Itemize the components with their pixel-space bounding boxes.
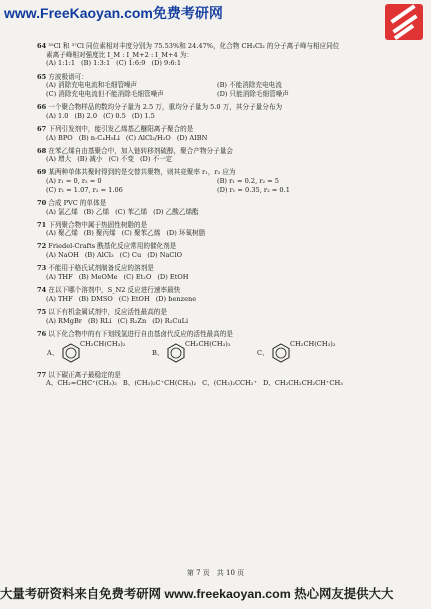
question-text	[37, 125, 412, 134]
option: (C) 消除充电电流但不能消除毛细管噪声	[46, 89, 164, 98]
question-text	[37, 147, 412, 156]
question-77	[37, 371, 412, 388]
option: (D) EtOH	[157, 272, 189, 281]
question-number: 74	[37, 286, 47, 295]
benzene-ring-icon	[60, 342, 82, 364]
option: (D) AIBN	[176, 133, 208, 142]
question-text	[37, 168, 412, 177]
option: (C) R₂Zn	[117, 316, 147, 325]
option: (D) 9:6:1	[151, 59, 182, 68]
question-75	[37, 308, 412, 325]
option: (A) 增大	[46, 155, 72, 164]
option: D、CH₂CH₂CH₂CH⁺CH₃	[262, 379, 343, 388]
option: (D) 乙酸乙烯酯	[153, 207, 199, 216]
question-number: 75	[37, 307, 47, 316]
question-64	[37, 42, 412, 68]
option: (D) benzene	[155, 294, 197, 303]
option: (D) 环氧树脂	[166, 229, 206, 238]
site-title: www.FreeKaoyan.com免费考研网	[4, 5, 223, 21]
option: (A) BPO	[46, 133, 73, 142]
question-number: 70	[37, 198, 47, 207]
question-number: 76	[37, 329, 47, 338]
question-text	[37, 73, 412, 82]
question-text	[37, 286, 412, 295]
substituent: CH₂CH(CH₃)₂	[185, 340, 231, 349]
option: (D) 不一定	[139, 155, 173, 164]
question-text	[37, 330, 412, 339]
question-line: 素离子峰相对强度比 I_M : I_M+2 : I_M+4 为：	[46, 50, 193, 59]
option: (D) NaClO	[147, 251, 182, 260]
question-line: 某两种单体共聚时得到的是交替共聚物，则其竞聚率 r₁，r₂ 应为	[48, 168, 236, 177]
option-label: C、	[257, 349, 269, 358]
option: (A) 消除充电电流和毛细管噪声	[46, 81, 138, 90]
question-line: 以下化合物中的有下划线氢进行自由基卤代反应的活性最高的是	[48, 329, 233, 338]
option: (A) 聚乙烯	[46, 229, 78, 238]
option: (C) 不变	[108, 155, 134, 164]
option: (A) r₁ = 0, r₂ = 0	[46, 177, 102, 186]
option: (A) 1.0	[46, 111, 69, 120]
question-number: 64	[37, 42, 47, 50]
page-number: 第 7 页 共 10 页	[186, 569, 245, 577]
question-74	[37, 286, 412, 303]
benzene-ring-icon	[165, 342, 187, 364]
question-73	[37, 264, 412, 281]
option: (A) 氯乙烯	[46, 207, 78, 216]
question-number: 68	[37, 146, 47, 155]
option: (B) AlCl₃	[84, 251, 114, 260]
bottom-banner: 大量考研资料来自免费考研网 www.freekaoyan.com 热心网友提供大大	[0, 587, 394, 601]
option-label: B、	[152, 349, 164, 358]
question-line: ³⁵Cl 和 ³⁷Cl 同位素相对丰度分别为 75.53%和 24.47%，化合物 CH₂Cl₂ 的分子离子峰与相应同位	[48, 42, 340, 50]
option: B、(CH₃)₂C⁺CH(CH₃)₂	[122, 379, 197, 388]
question-69	[37, 168, 412, 194]
question-71	[37, 221, 412, 238]
question-76	[37, 330, 412, 367]
option: (B) 减小	[77, 155, 103, 164]
substituent: CH₂CH(CH₃)₂	[290, 340, 336, 349]
question-number: 65	[37, 72, 47, 81]
question-number: 72	[37, 242, 47, 251]
question-line: Friedel-Crafts 酰基化反应常用的催化剂是	[48, 242, 177, 251]
question-67	[37, 125, 412, 142]
question-number: 73	[37, 264, 47, 273]
option: (B) 乙烯	[83, 207, 110, 216]
option: (C) 1:6:9	[116, 59, 146, 68]
question-line: 一个聚合物样品的数均分子量为 2.5 万，重均分子量为 5.0 万，其分子量分布为	[48, 103, 283, 111]
question-line: 不能用于格氏试剂制备反应的溶剂是	[48, 264, 154, 273]
option: (B) MeOMe	[78, 272, 118, 281]
question-72	[37, 242, 412, 259]
option: (A) NaOH	[46, 251, 79, 260]
question-number: 69	[37, 168, 47, 177]
option: (D) R₂CuLi	[152, 316, 189, 325]
option: (B) r₁ = 0.2, r₂ = 5	[217, 177, 279, 186]
question-line: 下列引发剂中，能引发乙烯基乙醚阳离子聚合的是	[48, 124, 194, 133]
question-text	[37, 308, 412, 317]
question-line: 方波极谱可：	[48, 72, 88, 81]
exam-page	[37, 42, 412, 393]
option: (B) n-C₄H₉Li	[78, 133, 120, 142]
option: A、CH₂=CHC⁺(CH₃)₂	[46, 379, 117, 388]
substituent: CH₂CH(CH₃)₂	[80, 340, 126, 349]
option: (B) 2.0	[74, 111, 98, 120]
question-text	[37, 42, 412, 51]
option: (D) 只能消除毛细管噪声	[217, 89, 289, 98]
question-65	[37, 73, 412, 99]
option: (C) EtOH	[118, 294, 150, 303]
option: (B) 不能消除充电电流	[217, 81, 282, 90]
question-line: 以下碳正离子最稳定的是	[48, 370, 121, 379]
option: (A) THF	[46, 294, 73, 303]
question-text	[37, 371, 412, 380]
option: (D) 1.5	[131, 111, 155, 120]
option: C、(CH₃)₂CCH₂⁺	[202, 379, 257, 388]
question-number: 66	[37, 103, 47, 111]
option: (C) r₁ = 1.07, r₂ = 1.06	[46, 185, 123, 194]
question-line: 以下有机金属试剂中，反应活性最高的是	[48, 307, 167, 316]
question-number: 71	[37, 220, 47, 229]
benzene-ring-icon	[270, 342, 292, 364]
question-text	[37, 103, 412, 112]
option: (C) Cu	[119, 251, 142, 260]
option: (A) THF	[46, 272, 73, 281]
option: (A) RMgBr	[46, 316, 82, 325]
option: (D) r₁ = 0.35, r₂ = 0.1	[217, 185, 290, 194]
option: (B) DMSO	[78, 294, 113, 303]
question-66	[37, 103, 412, 120]
question-text	[37, 242, 412, 251]
question-line: 在苯乙烯自由基聚合中，加入链转移剂硫醇，聚合产物分子量会	[48, 146, 233, 155]
question-line: 下列聚合物中属于热固性树脂的是	[48, 220, 148, 229]
option: (C) 苯乙烯	[115, 207, 148, 216]
option: (A) 1:1:1	[46, 59, 76, 68]
option: (B) 聚丙烯	[83, 229, 116, 238]
question-text	[37, 51, 412, 60]
page-header	[0, 0, 431, 22]
option: (B) 1:3:1	[81, 59, 111, 68]
question-70	[37, 199, 412, 216]
option: (C) 聚苯乙烯	[121, 229, 161, 238]
option: (C) Et₂O	[123, 272, 152, 281]
question-number: 77	[37, 370, 47, 379]
question-line: 合成 PVC 的单体是	[48, 198, 107, 207]
question-number: 67	[37, 124, 47, 133]
question-line: 在以下哪个溶剂中，S_N2 反应进行速率最快	[48, 286, 181, 295]
question-text	[37, 264, 412, 273]
question-68	[37, 147, 412, 164]
option-label: A、	[47, 349, 59, 358]
chem-options	[37, 340, 412, 366]
option: (C) 0.5	[103, 111, 126, 120]
site-logo-icon	[383, 2, 425, 42]
option: (C) AlCl₃/H₂O	[125, 133, 171, 142]
question-text	[37, 199, 412, 208]
option: (B) RLi	[87, 316, 112, 325]
